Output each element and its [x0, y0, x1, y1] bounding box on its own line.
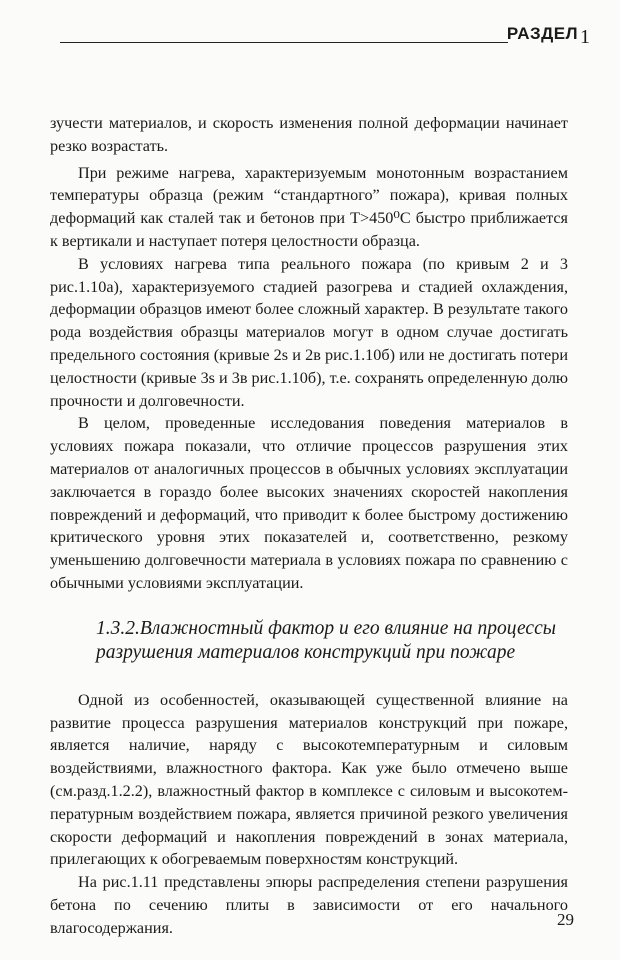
- paragraph: При режиме нагрева, характеризуемым монотонным возрастанием температуры образца (режим “стандартного” пожара), кривая полных деформаций как сталей так и бетонов при T>450⁰C быстро приближается к вертикали и наступает потеря целостности образца.: [50, 163, 568, 250]
- section-number: 1: [580, 26, 590, 48]
- paragraph: В целом, проведенные исследования поведения материалов в условиях пожара показали, что отличие процессов разрушения этих материалов от аналогичных процессов в обычных условиях эксплуатации заключается в гораздо более высоких значениях скоростей накопления повреждений и деформаций, что приводит к более быстрому достижению критического уровня этих показателей и, соответственно, резкому уменьшению долговечности материала в условиях пожара по сравнению с обычными условиями эксплуатации.: [50, 414, 568, 592]
- paragraph: зучести материалов, и скорость изменения полной деформации начинает резко возрастать.: [50, 114, 568, 155]
- section-label: РАЗДЕЛ: [506, 24, 578, 43]
- page-body: [50, 112, 568, 940]
- page-number: 29: [557, 910, 574, 929]
- paragraph: На рис.1.11 представлены эпюры распределения степени разрушения бетона по сечению плиты в зависимости от его начального влагосодержания.: [50, 873, 568, 937]
- paragraph: Одной из особенностей, оказывающей существенной влияние на развитие процесса разрушения материалов конструкций при пожаре, является наличие, наряду с высокотемпературным и силовым воздействиями, влажностного фактора. Как уже было отмечено выше (см.разд.1.2.2), влажностный фактор в комплексе с силовым и высокотем- пературным воздействием пожара, является причиной резкого увеличения скорости деформаций и накопления повреждений в зонах материала, прилегающих к обогреваемым поверхностям конструкций.: [50, 690, 568, 869]
- paragraph: В условиях нагрева типа реального пожара (по кривым 2 и 3 рис.1.10а), характеризуемого стадией разогрева и стадией охлаждения, деформации образцов имеют более сложный характер. В результате такого рода воздействия образцы материалов могут в одном случае достигать предельного состояния (кривые 2s и 2в рис.1.10б) или не достигать потери целостности (кривые 3s и 3в рис.1.10б), т.е. сохранять определенную долю прочности и долговечности.: [50, 254, 568, 410]
- running-header: [60, 24, 590, 50]
- section-subheading: 1.3.2.Влажностный фактор и его влияние на процессы разрушения материалов конструкций при пожаре: [96, 617, 556, 663]
- header-rule: [60, 42, 508, 43]
